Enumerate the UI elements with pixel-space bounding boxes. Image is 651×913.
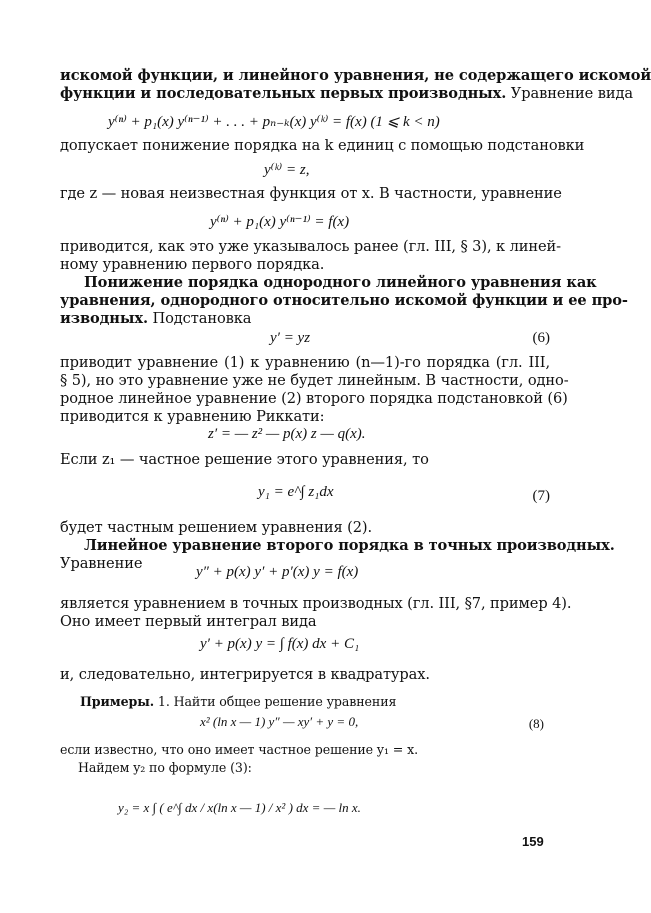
text-line-23: Найдем y₂ по формуле (3): bbox=[78, 760, 252, 775]
equation-9: x² (ln x — 1) y″ — xy′ + y = 0, bbox=[200, 714, 359, 729]
equation-2: y⁽ᵏ⁾ = z, bbox=[264, 162, 310, 178]
text-line-22: если известно, что оно имеет частное решение y₁ = x. bbox=[60, 742, 419, 757]
equation-number-8: (8) bbox=[528, 716, 544, 731]
text-line-17: Уравнение bbox=[60, 555, 143, 572]
equation-10: y₂ = x ∫ ( e^∫ dx / x(ln x — 1) / x² ) dx = — ln x. bbox=[118, 800, 361, 815]
text-line-2 bbox=[60, 84, 633, 104]
text-fragment: Уравнение вида bbox=[506, 85, 633, 102]
text-line-6: ному уравнению первого порядка. bbox=[60, 256, 325, 273]
text-line-11: § 5), но это уравнение уже не будет линейным. В частности, одно- bbox=[60, 372, 569, 389]
text-line-4: где z — новая неизвестная функция от x. В частности, уравнение bbox=[60, 185, 562, 202]
text-line-14: Если z₁ — частное решение этого уравнения, то bbox=[60, 451, 429, 468]
text-line-19: Оно имеет первый интеграл вида bbox=[60, 613, 317, 630]
text-line-9 bbox=[60, 309, 550, 329]
text-line-15: будет частным решением уравнения (2). bbox=[60, 519, 373, 536]
text-line-5: приводится, как это уже указывалось ранее (гл. III, § 3), к линей- bbox=[60, 238, 562, 255]
text-line-7: Понижение порядка однородного линейного уравнения как bbox=[84, 274, 597, 291]
equation-number-6: (6) bbox=[532, 330, 550, 346]
equation-7: y″ + p(x) y′ + p′(x) y = f(x) bbox=[196, 564, 359, 580]
text-line-12: родное линейное уравнение (2) второго порядка подстановкой (6) bbox=[60, 390, 568, 407]
text-line-8: уравнения, однородного относительно искомой функции и ее про- bbox=[60, 292, 628, 309]
text-line-21 bbox=[80, 692, 570, 712]
equation-6: y₁ = e^∫ z₁dx bbox=[258, 484, 334, 500]
equation-number-7: (7) bbox=[532, 488, 550, 504]
text-fragment: Подстановка bbox=[147, 310, 252, 327]
equation-5: z′ = — z² — p(x) z — q(x). bbox=[208, 426, 366, 442]
text-line-13: приводится к уравнению Риккати: bbox=[60, 408, 325, 425]
examples-heading: Примеры. bbox=[80, 694, 155, 709]
text-line-1: искомой функции, и линейного уравнения, не содержащего искомой bbox=[60, 67, 651, 84]
equation-4: y′ = yz bbox=[270, 330, 311, 346]
bold-heading: изводных. bbox=[60, 310, 148, 327]
text-line-16: Линейное уравнение второго порядка в точных производных. bbox=[84, 537, 615, 554]
text-line-3: допускает понижение порядка на k единиц с помощью подстановки bbox=[60, 137, 585, 154]
equation-1: y⁽ⁿ⁾ + p₁(x) y⁽ⁿ⁻¹⁾ + . . . + pₙ₋ₖ(x) y⁽ᵏ⁾ = f(x) (1 ⩽ k < n) bbox=[108, 114, 440, 130]
equation-8: y′ + p(x) y = ∫ f(x) dx + C₁ bbox=[200, 636, 360, 652]
text-line-10: приводит уравнение (1) к уравнению (n—1)-го порядка (гл. III, bbox=[60, 354, 550, 371]
text-fragment: 1. Найти общее решение уравнения bbox=[154, 694, 397, 709]
page-number: 159 bbox=[522, 834, 544, 849]
bold-heading: функции и последовательных первых производных. bbox=[60, 85, 507, 102]
equation-3: y⁽ⁿ⁾ + p₁(x) y⁽ⁿ⁻¹⁾ = f(x) bbox=[210, 214, 350, 230]
text-line-20: и, следовательно, интегрируется в квадратурах. bbox=[60, 666, 430, 683]
text-line-18: является уравнением в точных производных (гл. III, §7, пример 4). bbox=[60, 595, 572, 612]
